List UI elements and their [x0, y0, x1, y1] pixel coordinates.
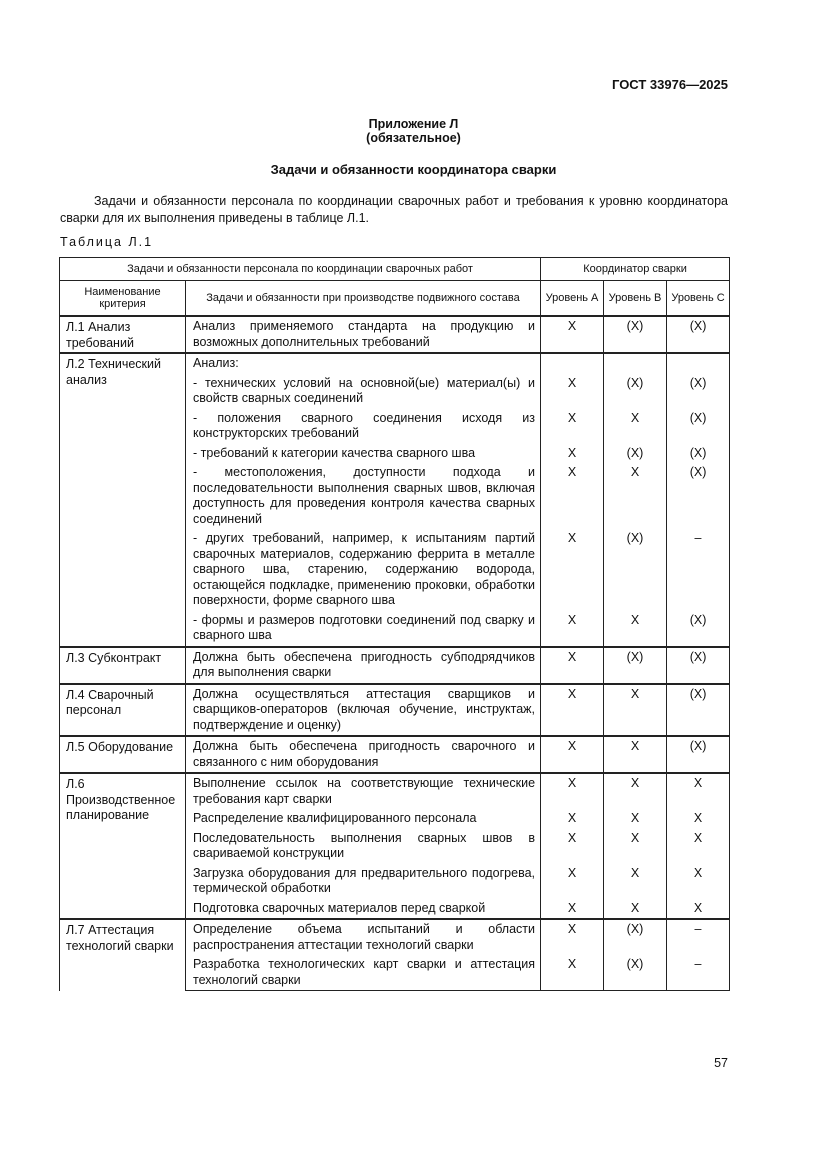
table-row: [60, 736, 730, 773]
criteria-cell: Л.3 Субконтракт: [60, 647, 186, 684]
level-c-cell: (X): [667, 736, 730, 773]
level-c-cell: (X): [667, 684, 730, 737]
criteria-cell: Л.5 Оборудование: [60, 736, 186, 773]
level-b-cell: (X): [604, 374, 667, 409]
task-cell: - других требований, например, к испытаниям партий сварочных материалов, содержанию феррита в металле сварного шва, старению, содержанию водорода, остающейся подкладке, применению проковки, обработки поверхности, форме сварного шва: [186, 529, 541, 611]
level-b-cell: X: [604, 684, 667, 737]
header-level-a: Уровень А: [541, 281, 604, 317]
level-b-cell: X: [604, 736, 667, 773]
level-c-cell: X: [667, 809, 730, 829]
level-a-cell: X: [541, 463, 604, 529]
level-c-cell: X: [667, 864, 730, 899]
table-row: [60, 919, 730, 955]
level-c-cell: X: [667, 829, 730, 864]
tasks-table: [59, 257, 730, 991]
level-b-cell: X: [604, 409, 667, 444]
level-a-cell: X: [541, 773, 604, 809]
level-c-cell: –: [667, 529, 730, 611]
criteria-cell: Л.4 Сварочный персонал: [60, 684, 186, 737]
level-c-cell: X: [667, 773, 730, 809]
level-b-cell: X: [604, 773, 667, 809]
task-cell: Анализ применяемого стандарта на продукцию и возможных дополнительных требований: [186, 316, 541, 353]
level-c-cell: (X): [667, 444, 730, 464]
level-a-cell: X: [541, 316, 604, 353]
task-cell: Распределение квалифицированного персонала: [186, 809, 541, 829]
level-a-cell: X: [541, 829, 604, 864]
level-a-cell: X: [541, 529, 604, 611]
criteria-cell: Л.1 Анализ требований: [60, 316, 186, 353]
section-title: Задачи и обязанности координатора сварки: [270, 162, 557, 177]
header-tasks: Задачи и обязанности при производстве подвижного состава: [186, 281, 541, 317]
table-header-row: [60, 258, 730, 281]
level-b-cell: (X): [604, 316, 667, 353]
level-a-cell: X: [541, 809, 604, 829]
level-a-cell: X: [541, 611, 604, 647]
level-a-cell: [541, 353, 604, 374]
task-cell: Разработка технологических карт сварки и аттестация технологий сварки: [186, 955, 541, 991]
task-cell: Подготовка сварочных материалов перед сваркой: [186, 899, 541, 920]
table-row: [60, 684, 730, 737]
table-row: [60, 773, 730, 809]
task-cell: Должна осуществляться аттестация сварщиков и сварщиков-операторов (включая обучение, инструктаж, подтверждение и оценку): [186, 684, 541, 737]
level-a-cell: X: [541, 864, 604, 899]
level-b-cell: (X): [604, 919, 667, 955]
appendix-title: Приложение Л: [368, 117, 459, 131]
level-c-cell: –: [667, 955, 730, 991]
standard-number: ГОСТ 33976—2025: [612, 77, 728, 92]
intro-paragraph: Задачи и обязанности персонала по координации сварочных работ и требования к уровню координатора сварки для их выполнения приведены в таблице Л.1.: [60, 194, 728, 225]
level-c-cell: (X): [667, 463, 730, 529]
level-c-cell: (X): [667, 611, 730, 647]
level-b-cell: X: [604, 611, 667, 647]
level-c-cell: (X): [667, 647, 730, 684]
header-criteria: Наименование критерия: [60, 281, 186, 317]
task-cell: Анализ:: [186, 353, 541, 374]
level-b-cell: X: [604, 864, 667, 899]
appendix-heading: [0, 117, 827, 145]
criteria-cell: Л.6 Производственное планирование: [60, 773, 186, 919]
level-c-cell: (X): [667, 374, 730, 409]
task-cell: - местоположения, доступности подхода и последовательности выполнения сварных швов, включая доступность для проведения контроля качества сварных соединений: [186, 463, 541, 529]
level-a-cell: X: [541, 919, 604, 955]
header-coordinator: Координатор сварки: [541, 258, 730, 281]
table-row: [60, 647, 730, 684]
level-a-cell: X: [541, 899, 604, 920]
level-b-cell: (X): [604, 444, 667, 464]
task-cell: - требований к категории качества сварного шва: [186, 444, 541, 464]
level-a-cell: X: [541, 647, 604, 684]
level-c-cell: (X): [667, 316, 730, 353]
task-cell: - формы и размеров подготовки соединений под сварку и сварного шва: [186, 611, 541, 647]
task-cell: Последовательность выполнения сварных швов в свариваемой конструкции: [186, 829, 541, 864]
level-a-cell: X: [541, 444, 604, 464]
appendix-subtitle: (обязательное): [366, 131, 461, 145]
level-b-cell: X: [604, 809, 667, 829]
header-level-b: Уровень В: [604, 281, 667, 317]
header-level-c: Уровень С: [667, 281, 730, 317]
level-a-cell: X: [541, 409, 604, 444]
level-b-cell: [604, 353, 667, 374]
level-b-cell: (X): [604, 955, 667, 991]
task-cell: Выполнение ссылок на соответствующие технические требования карт сварки: [186, 773, 541, 809]
table-row: [60, 316, 730, 353]
table-caption: Таблица Л.1: [60, 235, 154, 249]
level-a-cell: X: [541, 955, 604, 991]
level-a-cell: X: [541, 374, 604, 409]
level-c-cell: (X): [667, 409, 730, 444]
header-tasks-main: Задачи и обязанности персонала по координации сварочных работ: [60, 258, 541, 281]
level-b-cell: (X): [604, 529, 667, 611]
criteria-cell: Л.7 Аттестация технологий сварки: [60, 919, 186, 991]
task-cell: Должна быть обеспечена пригодность субподрядчиков для выполнения сварки: [186, 647, 541, 684]
task-cell: Определение объема испытаний и области распространения аттестации технологий сварки: [186, 919, 541, 955]
task-cell: - технических условий на основной(ые) материал(ы) и свойств сварных соединений: [186, 374, 541, 409]
level-b-cell: X: [604, 899, 667, 920]
level-a-cell: X: [541, 684, 604, 737]
table-row: [60, 353, 730, 374]
task-cell: Должна быть обеспечена пригодность сварочного и связанного с ним оборудования: [186, 736, 541, 773]
level-b-cell: X: [604, 463, 667, 529]
task-cell: - положения сварного соединения исходя из конструкторских требований: [186, 409, 541, 444]
page-number: 57: [714, 1056, 728, 1070]
level-b-cell: X: [604, 829, 667, 864]
table-subheader-row: [60, 281, 730, 317]
task-cell: Загрузка оборудования для предварительного подогрева, термической обработки: [186, 864, 541, 899]
level-c-cell: [667, 353, 730, 374]
criteria-cell: Л.2 Технический анализ: [60, 353, 186, 647]
level-c-cell: X: [667, 899, 730, 920]
level-a-cell: X: [541, 736, 604, 773]
level-c-cell: –: [667, 919, 730, 955]
level-b-cell: (X): [604, 647, 667, 684]
